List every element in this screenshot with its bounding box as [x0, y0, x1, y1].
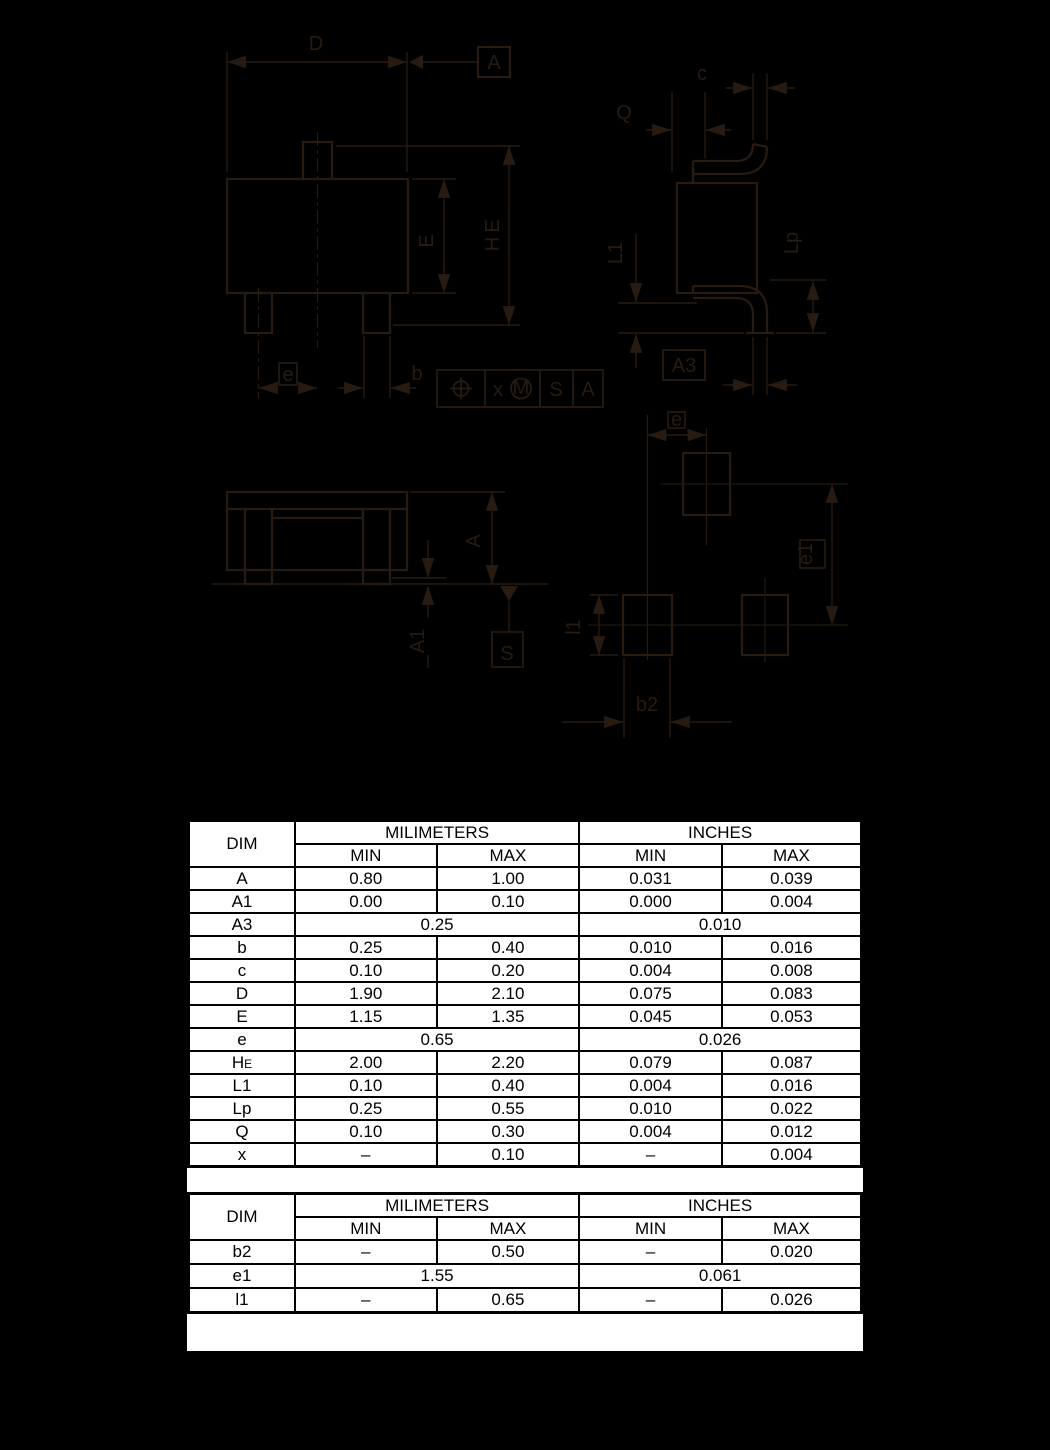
value-cell: 0.053 — [722, 1005, 862, 1028]
value-cell: 0.25 — [295, 936, 437, 959]
max-header: MAX — [722, 1217, 862, 1240]
table-row — [189, 1264, 862, 1288]
value-cell: 2.00 — [295, 1051, 437, 1074]
table-header-row — [189, 1194, 862, 1218]
value-cell: 0.000 — [579, 890, 722, 913]
value-cell: 0.061 — [579, 1264, 861, 1288]
dim-cell: HE — [189, 1051, 295, 1074]
table-row — [189, 1051, 862, 1074]
dim-cell: A1 — [189, 890, 295, 913]
table-row — [189, 1005, 862, 1028]
front-view — [212, 492, 548, 668]
dimension-table-main — [187, 819, 863, 1168]
table-row — [189, 913, 862, 936]
value-cell: 1.15 — [295, 1005, 437, 1028]
inches-header: INCHES — [579, 821, 861, 845]
dim-cell: l1 — [189, 1288, 295, 1313]
table-header-row — [189, 821, 862, 845]
value-cell: 0.004 — [579, 1074, 722, 1097]
dim-label-q: Q — [616, 102, 632, 124]
dim-cell: Lp — [189, 1097, 295, 1120]
datum-a-label: A — [487, 52, 501, 74]
value-cell: 0.022 — [722, 1097, 862, 1120]
dim-cell: A — [189, 867, 295, 890]
millimeters-header: MILIMETERS — [295, 821, 579, 845]
value-cell: 0.045 — [579, 1005, 722, 1028]
dim-label-b2: b2 — [635, 694, 659, 716]
value-cell: 0.012 — [722, 1120, 862, 1143]
value-cell: 1.90 — [295, 982, 437, 1005]
datum-s-triangle — [500, 586, 518, 601]
value-cell: 0.004 — [579, 959, 722, 982]
dim-cell: x — [189, 1143, 295, 1167]
dim-label-b: b — [411, 363, 423, 385]
value-cell: 0.10 — [437, 890, 580, 913]
dimension-table-land-pattern — [187, 1192, 863, 1314]
value-cell: 0.016 — [722, 936, 862, 959]
max-header: MAX — [722, 844, 862, 867]
min-header: MIN — [579, 844, 722, 867]
value-cell: 1.55 — [295, 1264, 579, 1288]
value-cell: 2.20 — [437, 1051, 580, 1074]
table-row — [189, 1028, 862, 1051]
value-cell: 0.039 — [722, 867, 862, 890]
value-cell: 0.65 — [295, 1028, 579, 1051]
value-cell: 0.80 — [295, 867, 437, 890]
dim-label-pitch-e: e — [282, 364, 294, 386]
dim-cell: A3 — [189, 913, 295, 936]
table-row — [189, 1120, 862, 1143]
value-cell: 0.65 — [437, 1288, 580, 1313]
value-cell: 2.10 — [437, 982, 580, 1005]
value-cell: 0.026 — [722, 1288, 862, 1313]
value-cell: 0.55 — [437, 1097, 580, 1120]
table-row — [189, 1240, 862, 1264]
value-cell: 0.40 — [437, 1074, 580, 1097]
value-cell: 0.30 — [437, 1120, 580, 1143]
dim-label-lp: Lp — [781, 231, 803, 255]
value-cell: 0.10 — [295, 1074, 437, 1097]
min-header: MIN — [295, 1217, 437, 1240]
dim-cell: Q — [189, 1120, 295, 1143]
value-cell: 0.25 — [295, 913, 579, 936]
dim-label-land-e: e — [670, 409, 683, 431]
datum-s-label: S — [500, 643, 514, 665]
dim-label-land-l1: l1 — [563, 619, 585, 635]
dim-cell: L1 — [189, 1074, 295, 1097]
fcf-a-label: A — [581, 379, 595, 401]
min-header: MIN — [295, 844, 437, 867]
value-cell: 0.010 — [579, 1097, 722, 1120]
value-cell: – — [295, 1143, 437, 1167]
table-row — [189, 1097, 862, 1120]
value-cell: 0.00 — [295, 890, 437, 913]
land-pattern-view — [562, 409, 848, 738]
dim-label-he-h: H — [482, 236, 504, 252]
dim-header: DIM — [189, 1194, 295, 1241]
value-cell: 0.25 — [295, 1097, 437, 1120]
table-row — [189, 959, 862, 982]
table-row — [189, 936, 862, 959]
top-view — [227, 33, 603, 407]
value-cell: 0.10 — [437, 1143, 580, 1167]
table-row — [189, 1288, 862, 1313]
value-cell: 0.40 — [437, 936, 580, 959]
value-cell: 1.35 — [437, 1005, 580, 1028]
value-cell: 0.10 — [295, 1120, 437, 1143]
dim-cell: D — [189, 982, 295, 1005]
dim-label-d: D — [308, 33, 324, 55]
max-header: MAX — [437, 844, 580, 867]
table-row — [189, 890, 862, 913]
value-cell: 1.00 — [437, 867, 580, 890]
value-cell: 0.010 — [579, 936, 722, 959]
dim-header: DIM — [189, 821, 295, 868]
value-cell: 0.010 — [579, 913, 861, 936]
value-cell: 0.075 — [579, 982, 722, 1005]
value-cell: 0.20 — [437, 959, 580, 982]
value-cell: 0.008 — [722, 959, 862, 982]
value-cell: 0.004 — [722, 1143, 862, 1167]
table-row — [189, 867, 862, 890]
value-cell: 0.10 — [295, 959, 437, 982]
table-row — [189, 1074, 862, 1097]
dim-label-a3: A3 — [671, 355, 697, 377]
value-cell: – — [579, 1288, 722, 1313]
value-cell: 0.020 — [722, 1240, 862, 1264]
dim-label-c: c — [697, 63, 707, 85]
inches-header: INCHES — [579, 1194, 861, 1218]
dimension-tables-sheet — [187, 819, 863, 1351]
fcf-m-label: M — [512, 377, 530, 399]
side-view — [605, 63, 826, 395]
value-cell: – — [579, 1240, 722, 1264]
dim-label-he-e: E — [482, 219, 504, 233]
dim-cell: c — [189, 959, 295, 982]
dim-label-e-body: E — [416, 234, 438, 248]
value-cell: 0.026 — [579, 1028, 861, 1051]
value-cell: 0.004 — [722, 890, 862, 913]
value-cell: 0.031 — [579, 867, 722, 890]
value-cell: 0.083 — [722, 982, 862, 1005]
dim-cell: E — [189, 1005, 295, 1028]
min-header: MIN — [579, 1217, 722, 1240]
dim-label-a: A — [463, 534, 485, 548]
value-cell: – — [295, 1288, 437, 1313]
value-cell: 0.079 — [579, 1051, 722, 1074]
value-cell: 0.016 — [722, 1074, 862, 1097]
datum-a-triangle — [409, 55, 423, 69]
value-cell: 0.004 — [579, 1120, 722, 1143]
value-cell: – — [295, 1240, 437, 1264]
feature-control-frame — [437, 370, 603, 407]
dim-cell: e — [189, 1028, 295, 1051]
dim-label-e1: e1 — [795, 542, 817, 566]
table-row — [189, 982, 862, 1005]
value-cell: 0.50 — [437, 1240, 580, 1264]
value-cell: – — [579, 1143, 722, 1167]
dim-cell: b — [189, 936, 295, 959]
fcf-x-label: x — [493, 379, 503, 401]
dim-cell: e1 — [189, 1264, 295, 1288]
millimeters-header: MILIMETERS — [295, 1194, 579, 1218]
fcf-s-label: S — [549, 379, 563, 401]
max-header: MAX — [437, 1217, 580, 1240]
dim-cell: b2 — [189, 1240, 295, 1264]
value-cell: 0.087 — [722, 1051, 862, 1074]
table-spacer — [187, 1168, 863, 1192]
dim-label-l1: L1 — [605, 241, 627, 265]
dim-label-a1: A1 — [407, 628, 429, 654]
table-row — [189, 1143, 862, 1167]
